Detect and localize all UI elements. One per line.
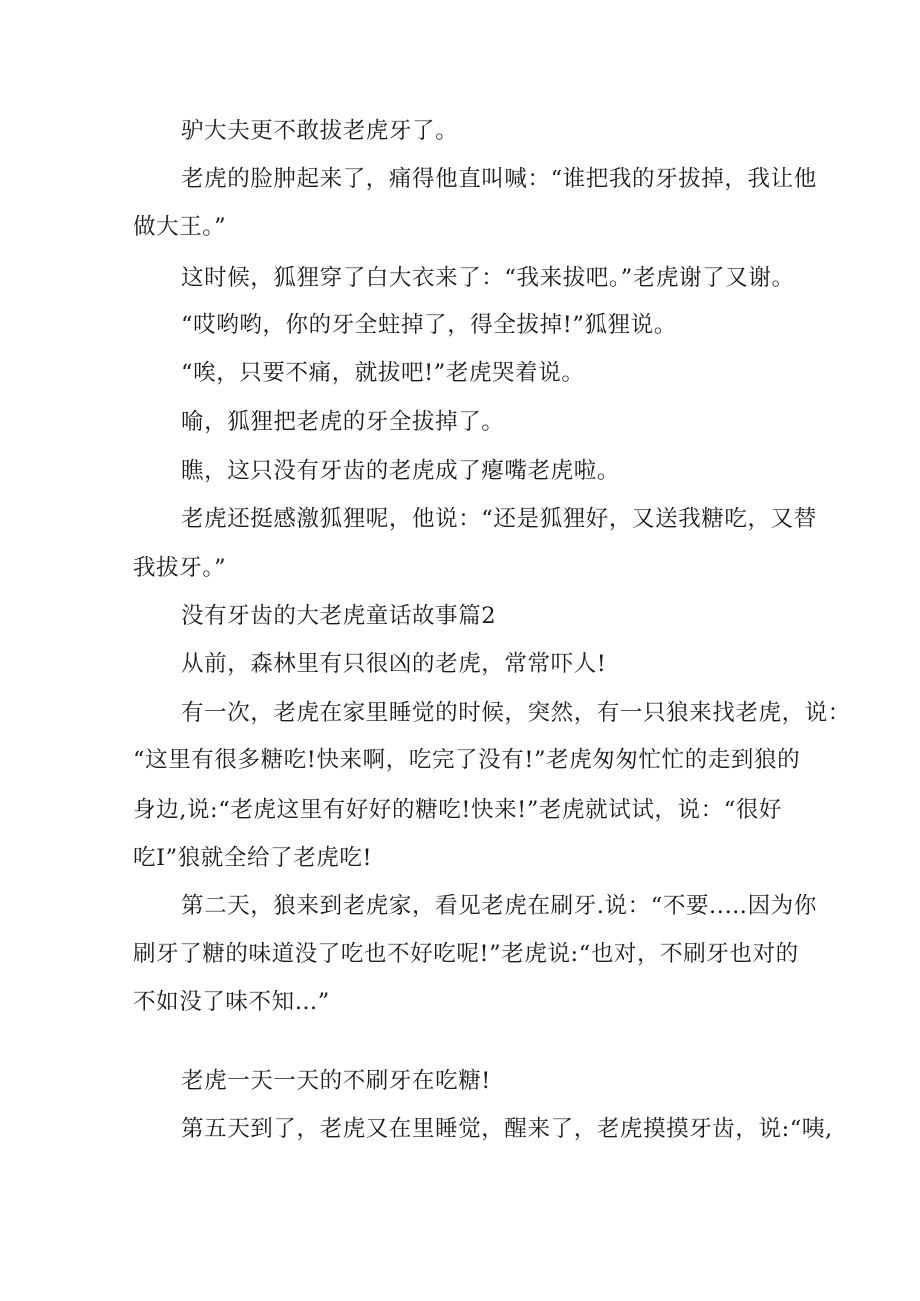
paragraph-line: “唉，只要不痛，就拔吧!”老虎哭着说。 [181, 360, 585, 386]
paragraph-line: 身边,说:“老虎这里有好好的糖吃!快来!”老虎就试试，说：“很好 [133, 797, 783, 823]
paragraph-line: 老虎的脸肿起来了，痛得他直叫喊：“谁把我的牙拔掉，我让他 [181, 166, 817, 192]
paragraph-line: 有一次，老虎在家里睡觉的时候，突然，有一只狼来找老虎，说： [181, 700, 851, 726]
paragraph-line: 瞧，这只没有牙齿的老虎成了瘪嘴老虎啦。 [181, 458, 620, 484]
paragraph-line: 老虎一天一天的不刷牙在吃糖! [181, 1068, 491, 1094]
paragraph-line: 第二天，狼来到老虎家，看见老虎在刷牙.说：“不要..…因为你 [181, 893, 817, 919]
paragraph-line: 刷牙了糖的味道没了吃也不好吃呢!”老虎说:“也对，不刷牙也对的 [133, 941, 799, 967]
paragraph-line: “这里有很多糖吃!快来啊，吃完了没有!”老虎匆匆忙忙的走到狼的 [133, 747, 801, 773]
paragraph-line: 这时候，狐狸穿了白大衣来了：“我来拔吧。”老虎谢了又谢。 [181, 265, 795, 291]
paragraph-line: 驴大夫更不敢拔老虎牙了。 [181, 118, 459, 144]
paragraph-line: 从前，森林里有只很凶的老虎，常常吓人! [181, 651, 607, 677]
paragraph-line: 吃I”狼就全给了老虎吃! [133, 845, 373, 871]
paragraph-line: 老虎还挺感激狐狸呢，他说：“还是狐狸好，又送我糖吃，又替 [181, 506, 817, 532]
paragraph-line: 喻，狐狸把老虎的牙全拔掉了。 [181, 409, 505, 435]
paragraph-line: 我拔牙。” [133, 555, 227, 581]
paragraph-line: “哎哟哟，你的牙全蛀掉了，得全拔掉!”狐狸说。 [181, 312, 677, 338]
paragraph-line: 不如没了味不知…” [133, 989, 330, 1015]
paragraph-line: 做大王。” [133, 214, 227, 240]
section-heading: 没有牙齿的大老虎童话故事篇2 [181, 603, 497, 629]
paragraph-line: 第五天到了，老虎又在里睡觉，醒来了，老虎摸摸牙齿，说:“咦, [181, 1116, 833, 1142]
